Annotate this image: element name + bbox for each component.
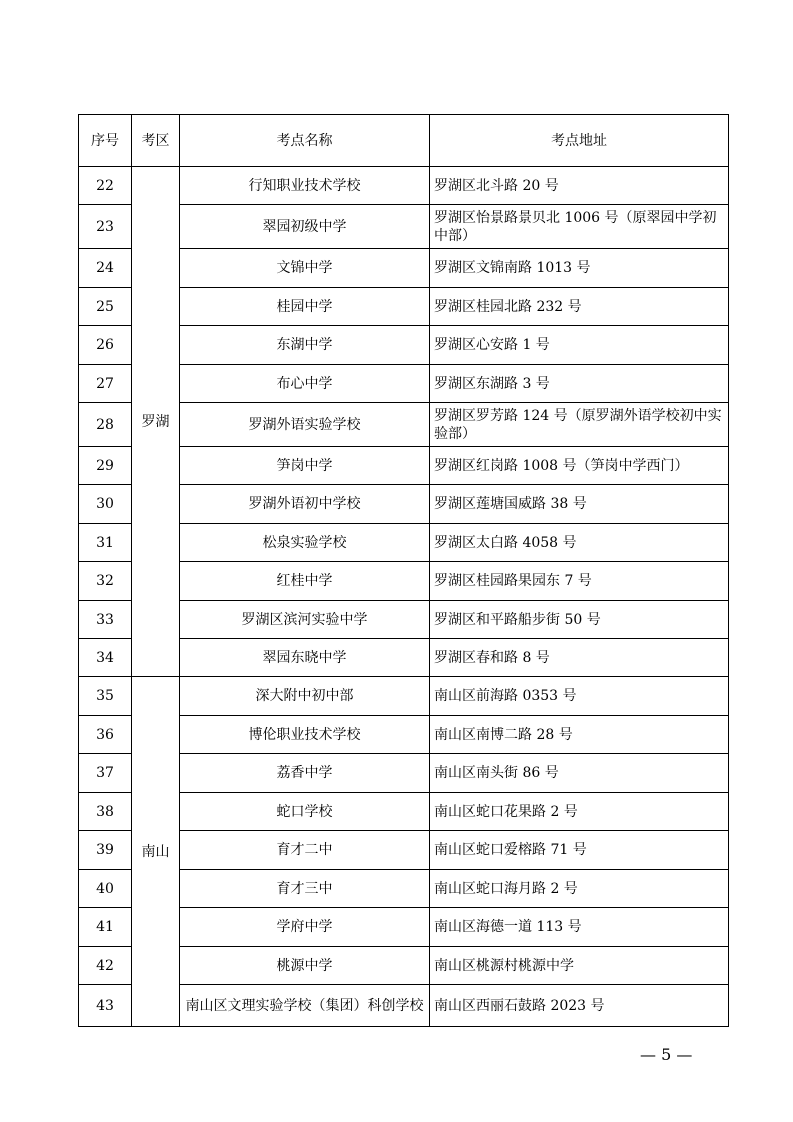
venue-name: 行知职业技术学校 <box>180 167 430 205</box>
venue-address: 南山区海德一道 113 号 <box>430 908 729 947</box>
venue-address: 南山区南头街 86 号 <box>430 754 729 793</box>
venue-name: 罗湖外语初中学校 <box>180 485 430 524</box>
venue-address: 罗湖区东湖路 3 号 <box>430 365 729 403</box>
row-number: 38 <box>79 793 132 831</box>
row-number: 34 <box>79 639 132 677</box>
page-number: — 5 — <box>640 1045 693 1064</box>
row-number: 22 <box>79 167 132 205</box>
venue-name: 深大附中初中部 <box>180 677 430 716</box>
venue-address: 罗湖区罗芳路 124 号（原罗湖外语学校初中实验部） <box>430 403 729 447</box>
venue-address: 南山区南博二路 28 号 <box>430 716 729 754</box>
row-number: 36 <box>79 716 132 754</box>
venue-name: 桂园中学 <box>180 288 430 326</box>
row-number: 24 <box>79 249 132 288</box>
row-number: 31 <box>79 524 132 562</box>
venue-name: 布心中学 <box>180 365 430 403</box>
venue-address: 南山区桃源村桃源中学 <box>430 947 729 985</box>
row-number: 43 <box>79 985 132 1027</box>
venue-name: 文锦中学 <box>180 249 430 288</box>
venue-address: 罗湖区太白路 4058 号 <box>430 524 729 562</box>
venue-address: 南山区蛇口爱榕路 71 号 <box>430 831 729 870</box>
row-number: 35 <box>79 677 132 716</box>
venue-address: 罗湖区桂园北路 232 号 <box>430 288 729 326</box>
venue-address: 罗湖区莲塘国威路 38 号 <box>430 485 729 524</box>
row-number: 23 <box>79 205 132 249</box>
venue-address: 罗湖区春和路 8 号 <box>430 639 729 677</box>
table-row <box>79 167 729 205</box>
exam-venue-table <box>78 114 729 1027</box>
venue-name: 翠园东晓中学 <box>180 639 430 677</box>
venue-name: 松泉实验学校 <box>180 524 430 562</box>
header-venue-name: 考点名称 <box>180 115 430 167</box>
venue-name: 罗湖区滨河实验中学 <box>180 601 430 639</box>
row-number: 39 <box>79 831 132 870</box>
table-row <box>79 677 729 716</box>
venue-name: 育才二中 <box>180 831 430 870</box>
header-venue-address: 考点地址 <box>430 115 729 167</box>
venue-name: 蛇口学校 <box>180 793 430 831</box>
row-number: 37 <box>79 754 132 793</box>
row-number: 29 <box>79 447 132 485</box>
venue-address: 罗湖区怡景路景贝北 1006 号（原翠园中学初中部） <box>430 205 729 249</box>
venue-address: 罗湖区桂园路果园东 7 号 <box>430 562 729 601</box>
venue-name: 东湖中学 <box>180 326 430 365</box>
venue-address: 南山区西丽石鼓路 2023 号 <box>430 985 729 1027</box>
header-district: 考区 <box>132 115 180 167</box>
venue-name: 育才三中 <box>180 870 430 908</box>
venue-address: 罗湖区心安路 1 号 <box>430 326 729 365</box>
venue-address: 南山区前海路 0353 号 <box>430 677 729 716</box>
table-header-row <box>79 115 729 167</box>
venue-name: 荔香中学 <box>180 754 430 793</box>
venue-address: 南山区蛇口海月路 2 号 <box>430 870 729 908</box>
venue-name: 桃源中学 <box>180 947 430 985</box>
venue-address: 罗湖区文锦南路 1013 号 <box>430 249 729 288</box>
row-number: 33 <box>79 601 132 639</box>
row-number: 40 <box>79 870 132 908</box>
table-body <box>79 167 729 1027</box>
venue-address: 南山区蛇口花果路 2 号 <box>430 793 729 831</box>
row-number: 27 <box>79 365 132 403</box>
venue-name: 南山区文理实验学校（集团）科创学校 <box>180 985 430 1027</box>
row-number: 42 <box>79 947 132 985</box>
district-cell: 罗湖 <box>132 167 180 677</box>
header-no: 序号 <box>79 115 132 167</box>
row-number: 30 <box>79 485 132 524</box>
row-number: 25 <box>79 288 132 326</box>
row-number: 41 <box>79 908 132 947</box>
venue-address: 罗湖区红岗路 1008 号（笋岗中学西门） <box>430 447 729 485</box>
row-number: 28 <box>79 403 132 447</box>
venue-address: 罗湖区和平路船步街 50 号 <box>430 601 729 639</box>
venue-name: 罗湖外语实验学校 <box>180 403 430 447</box>
row-number: 32 <box>79 562 132 601</box>
venue-name: 翠园初级中学 <box>180 205 430 249</box>
venue-name: 红桂中学 <box>180 562 430 601</box>
district-cell: 南山 <box>132 677 180 1027</box>
venue-name: 博伦职业技术学校 <box>180 716 430 754</box>
venue-name: 学府中学 <box>180 908 430 947</box>
venue-address: 罗湖区北斗路 20 号 <box>430 167 729 205</box>
row-number: 26 <box>79 326 132 365</box>
venue-name: 笋岗中学 <box>180 447 430 485</box>
